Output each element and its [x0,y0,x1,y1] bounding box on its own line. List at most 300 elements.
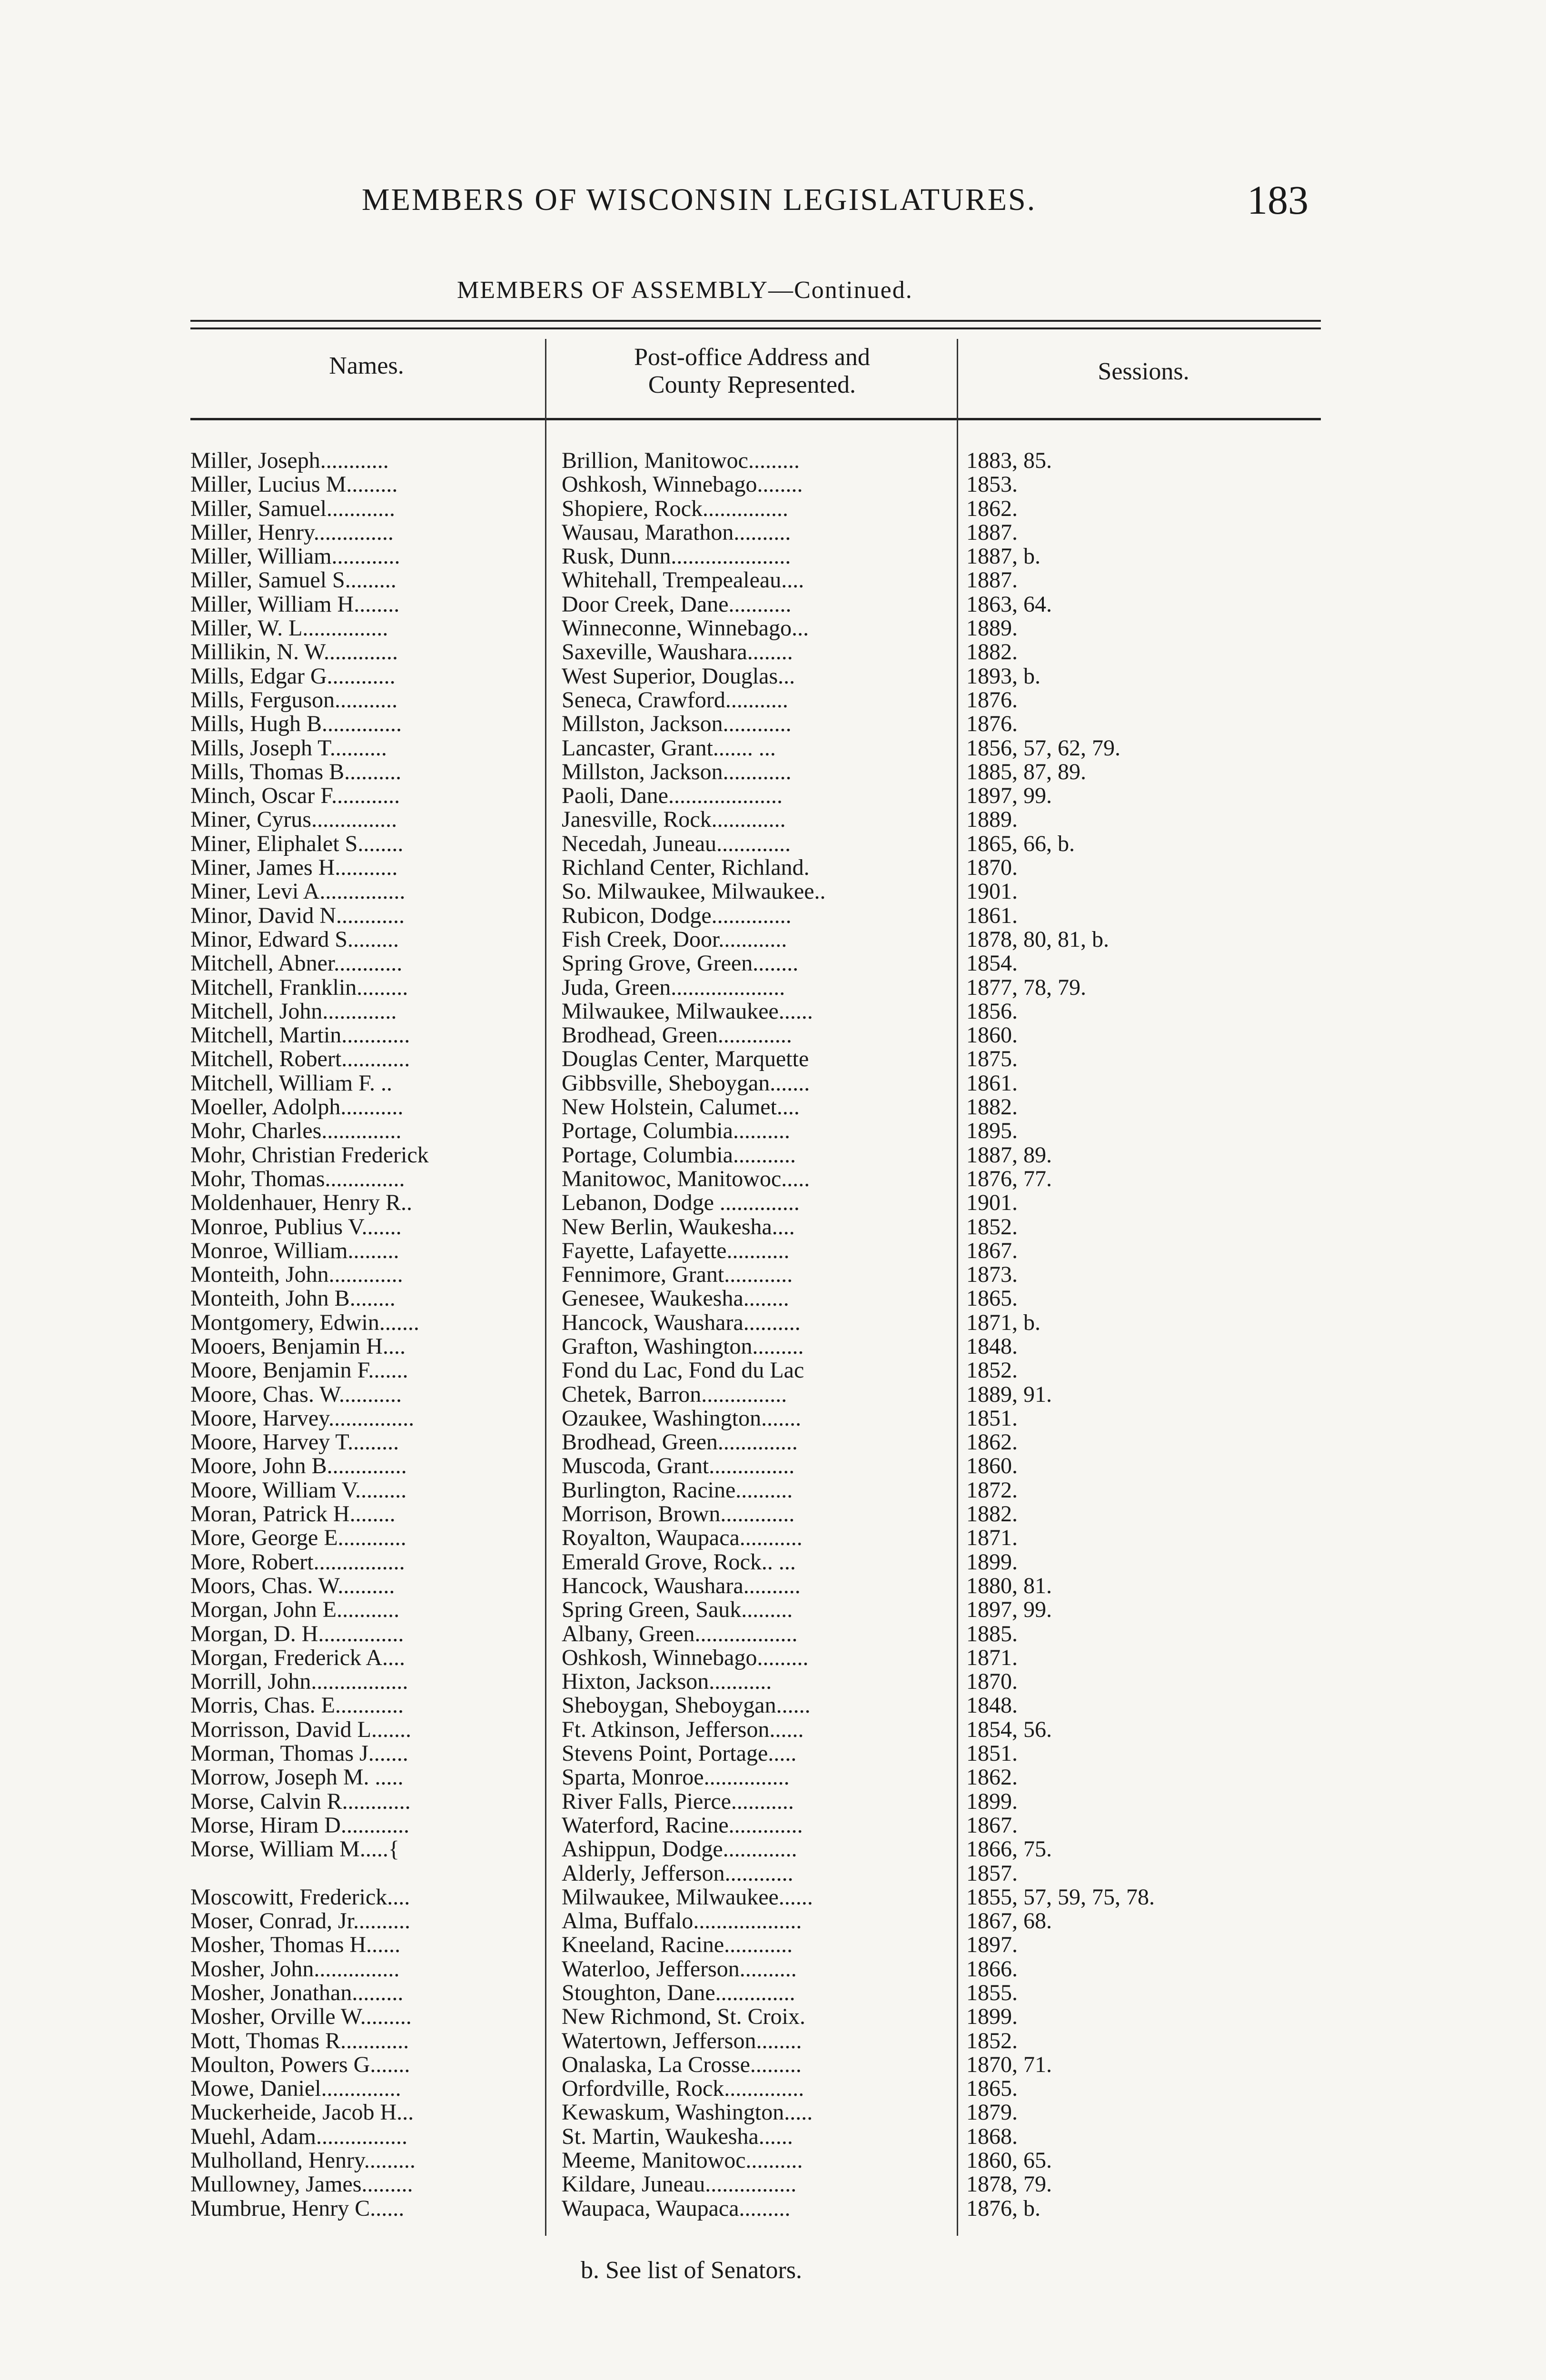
sessions-value: 1883, 85. [966,449,1052,473]
sessions-value: 1897. [966,1933,1018,1957]
sessions-value: 1897, 99. [966,784,1052,808]
sessions-value: 1857. [966,1861,1018,1885]
post-office-address: Orfordville, Rock.............. [562,2077,804,2101]
member-name: Mullowney, James......... [190,2172,413,2197]
member-name: Morrisson, David L....... [190,1717,411,1742]
table-row [190,473,1333,496]
member-name: Moors, Chas. W.......... [190,1574,395,1598]
sessions-value: 1851. [966,1742,1018,1766]
post-office-address: Hancock, Waushara.......... [562,1310,801,1335]
post-office-address: Meeme, Manitowoc.......... [562,2149,803,2173]
post-office-address: Kewaskum, Washington..... [562,2101,813,2125]
sessions-value: 1870, 71. [966,2053,1052,2077]
post-office-address: Juda, Green.................... [562,975,785,1000]
post-office-address: Fayette, Lafayette........... [562,1239,790,1263]
post-office-address: Brodhead, Green............. [562,1023,792,1048]
post-office-address: River Falls, Pierce........... [562,1789,794,1814]
sessions-value: 1852. [966,2029,1018,2053]
top-rule-1 [190,320,1321,322]
table-row [190,1885,1333,1909]
sessions-value: 1848. [966,1694,1018,1718]
member-name: Moscowitt, Frederick.... [190,1885,410,1909]
member-name: Muckerheide, Jacob H... [190,2101,414,2125]
member-name: Morgan, Frederick A.... [190,1646,406,1670]
post-office-address: Portage, Columbia........... [562,1143,796,1167]
post-office-address: Seneca, Crawford........... [562,688,788,712]
table-row [190,1742,1333,1765]
sessions-value: 1851. [966,1406,1018,1430]
sessions-value: 1871, b. [966,1310,1041,1335]
post-office-address: Muscoda, Grant............... [562,1454,795,1478]
sessions-value: 1876, 77. [966,1167,1052,1191]
sessions-value: 1866. [966,1957,1018,1981]
member-name: Mitchell, Abner............ [190,952,403,976]
sessions-value: 1893, b. [966,664,1041,688]
table-row [190,2101,1333,2124]
table-row [190,1359,1333,1382]
post-office-address: Brillion, Manitowoc......... [562,449,800,473]
member-name: Mitchell, Robert............ [190,1047,410,1071]
table-row [190,1694,1333,1717]
member-name: Moore, Harvey T......... [190,1430,399,1455]
post-office-address: Door Creek, Dane........... [562,592,792,616]
column-header-address-line1: Post-office Address and [634,344,870,371]
sessions-value: 1882. [966,1095,1018,1120]
post-office-address: Oshkosh, Winnebago........ [562,473,803,497]
post-office-address: Onalaska, La Crosse......... [562,2053,802,2077]
column-header-address-line2: County Represented. [648,371,856,398]
table-row [190,1239,1333,1263]
post-office-address: Fish Creek, Door............ [562,927,787,952]
member-name: Miller, William............ [190,545,400,569]
table-row [190,952,1333,975]
table-row [190,712,1333,736]
sessions-value: 1865. [966,1287,1018,1311]
post-office-address: Janesville, Rock............. [562,808,786,832]
table-row [190,1622,1333,1646]
post-office-address: Watertown, Jefferson........ [562,2029,802,2053]
post-office-address: Kneeland, Racine............ [562,1933,793,1957]
member-name: Mills, Joseph T.......... [190,736,387,760]
post-office-address: New Berlin, Waukesha.... [562,1215,795,1239]
table-row [190,2029,1333,2053]
post-office-address: Whitehall, Trempealeau.... [562,568,804,593]
sessions-value: 1866, 75. [966,1837,1052,1862]
column-header-names: Names. [329,352,404,379]
member-name: Mitchell, Franklin......... [190,975,408,1000]
post-office-address: Waupaca, Waupaca......... [562,2196,791,2221]
table-row [190,640,1333,664]
member-name: Monroe, William......... [190,1239,399,1263]
sessions-value: 1852. [966,1359,1018,1383]
table-row [190,1454,1333,1478]
table-row [190,1670,1333,1694]
member-name: Montgomery, Edwin....... [190,1310,419,1335]
member-name: Morse, William M.....{ [190,1837,399,1862]
running-head: MEMBERS OF WISCONSIN LEGISLATURES. [362,182,1037,217]
sessions-value: 1876. [966,712,1018,736]
sessions-value: 1852. [966,1215,1018,1239]
member-name: Mitchell, William F. .. [190,1071,392,1095]
member-name: Mowe, Daniel.............. [190,2077,401,2101]
sessions-value: 1899. [966,1550,1018,1574]
table-row [190,1000,1333,1023]
post-office-address: Portage, Columbia.......... [562,1119,790,1143]
post-office-address: Fond du Lac, Fond du Lac [562,1359,804,1383]
post-office-address: Albany, Green.................. [562,1622,798,1646]
post-office-address: Rusk, Dunn..................... [562,545,791,569]
member-name: Miller, Samuel S......... [190,568,396,593]
post-office-address: Genesee, Waukesha........ [562,1287,789,1311]
member-name: Mitchell, John............. [190,999,397,1023]
post-office-address: Winneconne, Winnebago... [562,616,809,641]
table-row [190,664,1333,688]
member-name: Monroe, Publius V....... [190,1215,402,1239]
post-office-address: Sheboygan, Sheboygan...... [562,1694,811,1718]
member-name: Morgan, John E........... [190,1598,400,1622]
sessions-value: 1877, 78, 79. [966,975,1086,1000]
member-name: Moore, John B.............. [190,1454,407,1478]
table-row [190,808,1333,832]
table-row [190,1598,1333,1622]
post-office-address: Ft. Atkinson, Jefferson...... [562,1717,804,1742]
table-row [190,832,1333,856]
post-office-address: Stevens Point, Portage..... [562,1742,797,1766]
member-name: Moulton, Powers G....... [190,2053,410,2077]
sessions-value: 1867, 68. [966,1909,1052,1934]
sessions-value: 1865, 66, b. [966,832,1075,856]
sessions-value: 1872. [966,1478,1018,1502]
member-name: Morrow, Joseph M. ..... [190,1765,404,1790]
sessions-value: 1848. [966,1334,1018,1359]
sessions-value: 1855, 57, 59, 75, 78. [966,1885,1155,1909]
post-office-address: Douglas Center, Marquette [562,1047,809,1071]
post-office-address: Brodhead, Green.............. [562,1430,798,1455]
table-row [190,521,1333,545]
table-row [190,880,1333,903]
sessions-value: 1861. [966,1071,1018,1095]
post-office-address: Shopiere, Rock............... [562,496,788,521]
post-office-address: Hixton, Jackson........... [562,1670,772,1694]
table-row [190,1502,1333,1526]
sessions-value: 1862. [966,1430,1018,1455]
footnote: b. See list of Senators. [581,2257,803,2284]
table-row [190,736,1333,760]
member-name: Miller, Henry.............. [190,520,394,545]
post-office-address: Paoli, Dane.................... [562,784,783,808]
table-row [190,784,1333,808]
sessions-value: 1860. [966,1454,1018,1478]
table-row [190,1191,1333,1215]
sessions-value: 1879. [966,2101,1018,2125]
sessions-value: 1876, b. [966,2196,1041,2221]
post-office-address: Waterford, Racine............. [562,1813,803,1837]
member-name: Miner, Eliphalet S........ [190,832,404,856]
sessions-value: 1856, 57, 62, 79. [966,736,1120,760]
member-name: Miller, William H........ [190,592,400,616]
member-name: Morse, Hiram D............ [190,1813,409,1837]
table-row [190,449,1333,473]
member-name: Mills, Hugh B.............. [190,712,402,736]
post-office-address: Grafton, Washington......... [562,1334,804,1359]
member-name: Mulholland, Henry......... [190,2149,416,2173]
table-row [190,1047,1333,1071]
sessions-value: 1880, 81. [966,1574,1052,1598]
table-row [190,593,1333,616]
post-office-address: Necedah, Juneau............. [562,832,791,856]
table-row [190,497,1333,521]
table-row [190,1215,1333,1239]
sessions-value: 1895. [966,1119,1018,1143]
sessions-value: 1889. [966,616,1018,641]
sessions-value: 1860, 65. [966,2149,1052,2173]
table-row [190,2125,1333,2149]
table-row [190,1933,1333,1957]
table-row [190,568,1333,592]
member-name: Mott, Thomas R............ [190,2029,409,2053]
member-name: Mosher, John............... [190,1957,400,1981]
member-name: Moore, William V......... [190,1478,407,1502]
table-row [190,2172,1333,2196]
member-name: Mitchell, Martin............ [190,1023,410,1048]
member-name: Minch, Oscar F............ [190,784,400,808]
member-name: Morrill, John................. [190,1670,408,1694]
table-row [190,2005,1333,2029]
post-office-address: Milwaukee, Milwaukee...... [562,1885,813,1909]
table-row [190,1814,1333,1837]
table-row [190,1430,1333,1454]
post-office-address: Rubicon, Dodge.............. [562,903,792,928]
member-name: Moore, Harvey............... [190,1406,415,1430]
table-row [190,1023,1333,1047]
post-office-address: Alma, Buffalo................... [562,1909,802,1934]
table-row [190,2053,1333,2077]
member-name: More, Robert................ [190,1550,405,1574]
member-name: Minor, David N............ [190,903,405,928]
member-name: Morris, Chas. E............ [190,1694,404,1718]
post-office-address: New Holstein, Calumet.... [562,1095,800,1120]
post-office-address: Sparta, Monroe............... [562,1765,790,1790]
member-name: Mohr, Christian Frederick [190,1143,429,1167]
post-office-address: Milwaukee, Milwaukee...... [562,999,813,1023]
member-name: Miner, Levi A............... [190,880,406,904]
sessions-value: 1853. [966,473,1018,497]
member-name: Moore, Benjamin F....... [190,1359,408,1383]
sessions-value: 1887. [966,568,1018,593]
post-office-address: Richland Center, Richland. [562,856,810,880]
table-row [190,1574,1333,1598]
post-office-address: Kildare, Juneau................ [562,2172,797,2197]
post-office-address: Gibbsville, Sheboygan....... [562,1071,810,1095]
table-row [190,1837,1333,1861]
table-row [190,1909,1333,1933]
sessions-value: 1868. [966,2124,1018,2149]
table-row [190,1119,1333,1143]
header-bottom-rule [190,418,1321,420]
post-office-address: Morrison, Brown............. [562,1502,795,1527]
table-row [190,856,1333,880]
member-name: Miller, Lucius M......... [190,473,398,497]
member-name: Muehl, Adam................ [190,2124,407,2149]
table-row [190,1550,1333,1574]
table-row [190,1407,1333,1430]
sessions-value: 1899. [966,1789,1018,1814]
table-row [190,976,1333,1000]
member-name: Mosher, Orville W......... [190,2005,412,2029]
table-row [190,688,1333,712]
table-row [190,1862,1333,1885]
member-name: Mumbrue, Henry C...... [190,2196,405,2221]
sessions-value: 1871. [966,1526,1018,1550]
member-name: Moeller, Adolph........... [190,1095,404,1120]
member-name: Miller, Joseph............ [190,449,389,473]
sessions-value: 1901. [966,880,1018,904]
table-row [190,1287,1333,1310]
member-name: Mohr, Charles.............. [190,1119,402,1143]
post-office-address: Burlington, Racine.......... [562,1478,793,1502]
member-name: Millikin, N. W............. [190,640,398,664]
post-office-address: Chetek, Barron............... [562,1382,787,1407]
sessions-value: 1885. [966,1622,1018,1646]
members-table [190,449,1333,2221]
section-title: MEMBERS OF ASSEMBLY—Continued. [457,277,913,304]
sessions-value: 1854, 56. [966,1717,1052,1742]
sessions-value: 1867. [966,1239,1018,1263]
post-office-address: Fennimore, Grant............ [562,1263,793,1287]
table-row [190,616,1333,640]
member-name: Minor, Edward S......... [190,927,399,952]
table-row [190,1263,1333,1287]
post-office-address: Alderly, Jefferson............ [562,1861,793,1885]
table-row [190,1167,1333,1191]
sessions-value: 1873. [966,1263,1018,1287]
member-name: Moran, Patrick H........ [190,1502,396,1527]
member-name: Mills, Edgar G............ [190,664,396,688]
member-name: Miller, W. L............... [190,616,388,641]
member-name: Miner, Cyrus............... [190,808,397,832]
table-row [190,2197,1333,2221]
page-number: 183 [1247,177,1308,223]
sessions-value: 1863, 64. [966,592,1052,616]
sessions-value: 1870. [966,856,1018,880]
table-row [190,1765,1333,1789]
member-name: Mosher, Thomas H...... [190,1933,401,1957]
post-office-address: West Superior, Douglas... [562,664,795,688]
table-row [190,1526,1333,1550]
table-row [190,1095,1333,1119]
sessions-value: 1876. [966,688,1018,712]
table-row [190,1981,1333,2005]
table-row [190,760,1333,784]
post-office-address: Wausau, Marathon.......... [562,520,791,545]
sessions-value: 1885, 87, 89. [966,760,1086,784]
sessions-value: 1889, 91. [966,1382,1052,1407]
post-office-address: Royalton, Waupaca........... [562,1526,803,1550]
member-name: Mohr, Thomas.............. [190,1167,405,1191]
sessions-value: 1887, b. [966,545,1041,569]
post-office-address: Ozaukee, Washington....... [562,1406,802,1430]
sessions-value: 1865. [966,2077,1018,2101]
table-row [190,1383,1333,1407]
sessions-value: 1861. [966,903,1018,928]
post-office-address: St. Martin, Waukesha...... [562,2124,793,2149]
table-row [190,1143,1333,1167]
post-office-address: Manitowoc, Manitowoc..... [562,1167,810,1191]
sessions-value: 1862. [966,496,1018,521]
post-office-address: Spring Grove, Green........ [562,952,799,976]
top-rule-2 [190,327,1321,329]
table-row [190,2149,1333,2172]
member-name: Moore, Chas. W........... [190,1382,402,1407]
table-row [190,1335,1333,1359]
sessions-value: 1887. [966,520,1018,545]
column-header-sessions: Sessions. [1098,358,1189,385]
member-name: Morse, Calvin R............ [190,1789,411,1814]
member-name: Mills, Thomas B.......... [190,760,402,784]
sessions-value: 1899. [966,2005,1018,2029]
member-name: Miner, James H........... [190,856,398,880]
post-office-address: Stoughton, Dane.............. [562,1981,795,2005]
member-name: Monteith, John............. [190,1263,403,1287]
table-row [190,1478,1333,1502]
column-header-address [547,344,957,399]
sessions-value: 1901. [966,1191,1018,1215]
post-office-address: Millston, Jackson............ [562,760,792,784]
sessions-value: 1856. [966,999,1018,1023]
sessions-value: 1878, 80, 81, b. [966,927,1109,952]
sessions-value: 1875. [966,1047,1018,1071]
member-name: Miller, Samuel............ [190,496,396,521]
post-office-address: Oshkosh, Winnebago......... [562,1646,809,1670]
post-office-address: Saxeville, Waushara........ [562,640,793,664]
sessions-value: 1854. [966,952,1018,976]
table-row [190,545,1333,568]
table-row [190,1957,1333,1981]
post-office-address: Hancock, Waushara.......... [562,1574,801,1598]
member-name: Monteith, John B........ [190,1287,396,1311]
member-name: More, George E............ [190,1526,406,1550]
post-office-address: Ashippun, Dodge............. [562,1837,797,1862]
post-office-address: Spring Green, Sauk......... [562,1598,793,1622]
member-name: Morgan, D. H............... [190,1622,404,1646]
member-name: Mosher, Jonathan......... [190,1981,404,2005]
post-office-address: Millston, Jackson............ [562,712,792,736]
table-row [190,928,1333,952]
sessions-value: 1855. [966,1981,1018,2005]
sessions-value: 1867. [966,1813,1018,1837]
member-name: Mills, Ferguson........... [190,688,398,712]
sessions-value: 1860. [966,1023,1018,1048]
table-row [190,1311,1333,1335]
post-office-address: Lebanon, Dodge .............. [562,1191,800,1215]
member-name: Mooers, Benjamin H.... [190,1334,406,1359]
sessions-value: 1878, 79. [966,2172,1052,2197]
post-office-address: So. Milwaukee, Milwaukee.. [562,880,826,904]
table-row [190,1071,1333,1095]
sessions-value: 1887, 89. [966,1143,1052,1167]
sessions-value: 1870. [966,1670,1018,1694]
table-row [190,1646,1333,1670]
table-row [190,2077,1333,2101]
table-row [190,1790,1333,1814]
member-name: Morman, Thomas J....... [190,1742,408,1766]
sessions-value: 1862. [966,1765,1018,1790]
sessions-value: 1889. [966,808,1018,832]
sessions-value: 1871. [966,1646,1018,1670]
sessions-value: 1897, 99. [966,1598,1052,1622]
post-office-address: Lancaster, Grant....... ... [562,736,776,760]
member-name: Moser, Conrad, Jr.......... [190,1909,411,1934]
